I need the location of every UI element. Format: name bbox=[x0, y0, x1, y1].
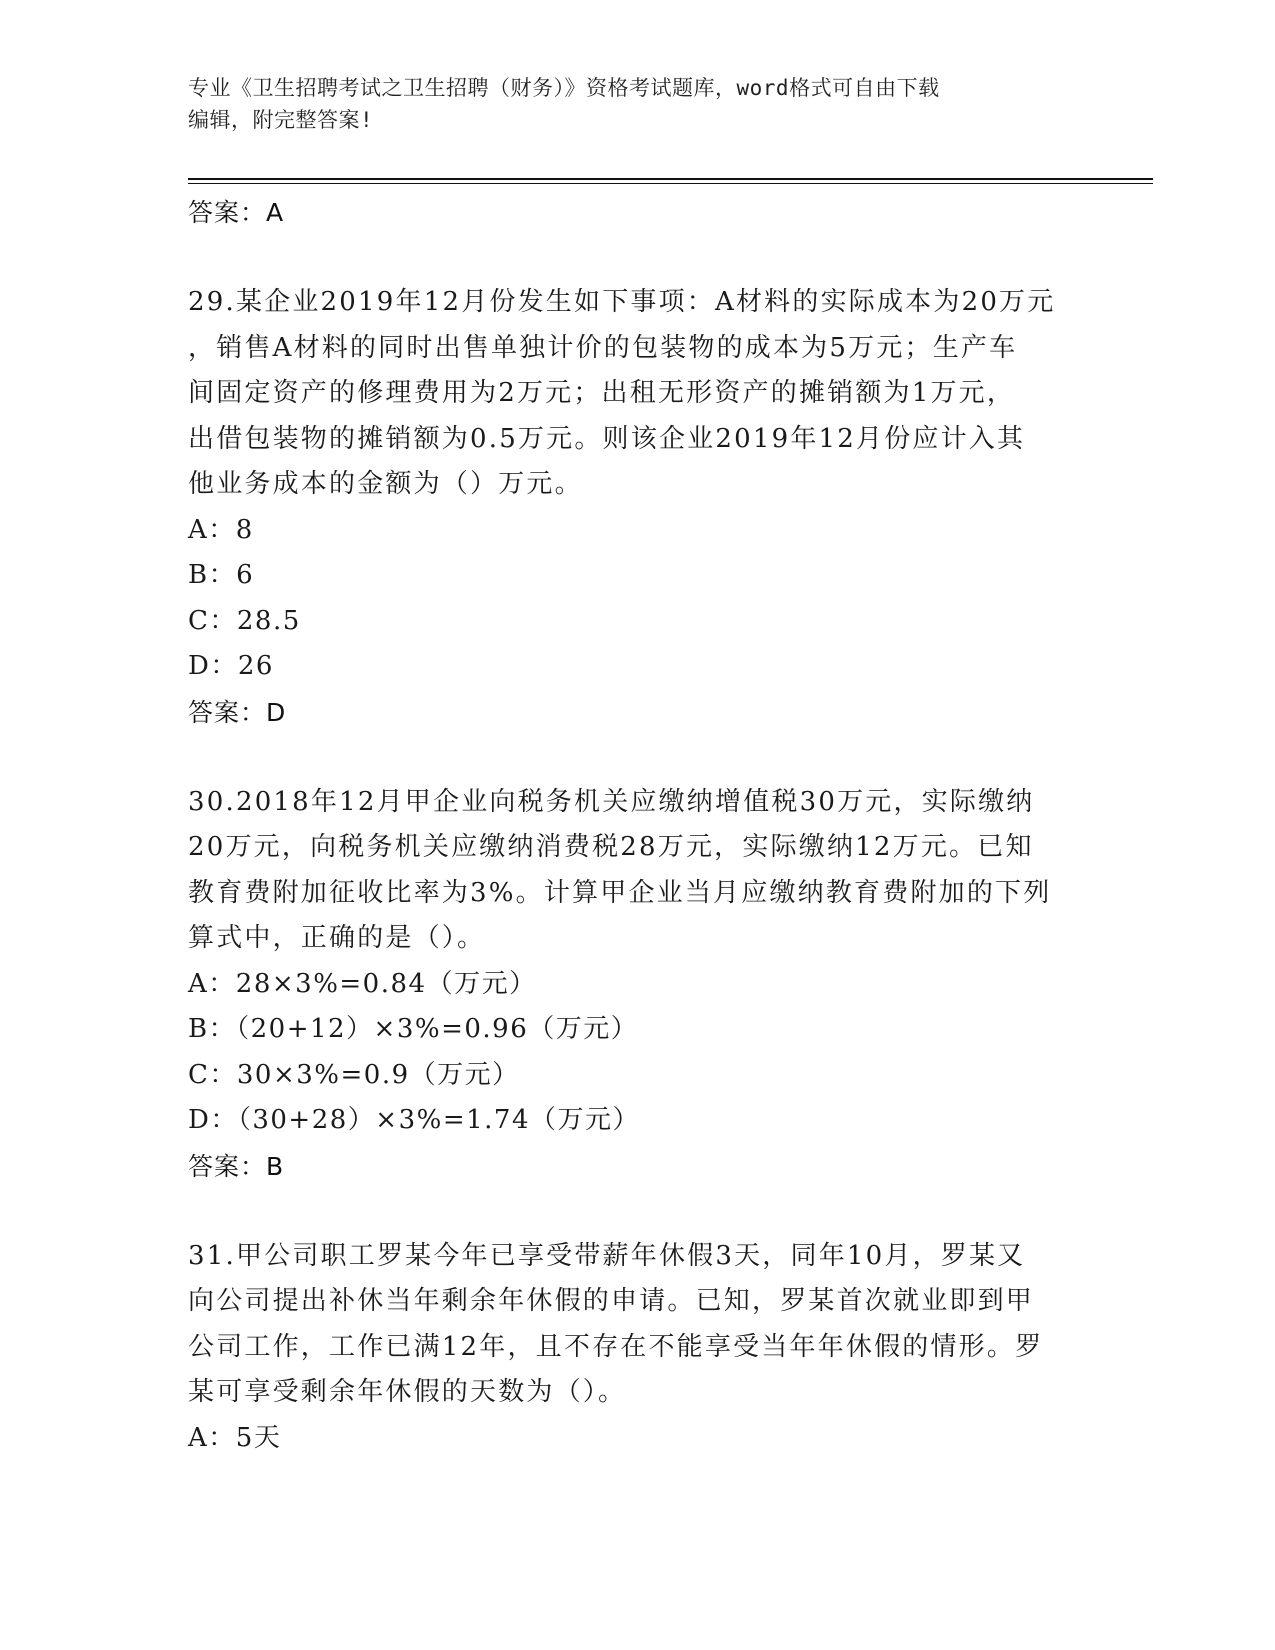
question-31 bbox=[188, 1234, 1088, 1462]
question-stem bbox=[188, 780, 1088, 962]
question-line: 算式中，正确的是（）。 bbox=[188, 923, 486, 953]
question-line: 30.2018年12月甲企业向税务机关应缴纳增值税30万元，实际缴纳 bbox=[188, 786, 1035, 817]
question-stem bbox=[188, 1234, 1088, 1416]
header-divider bbox=[188, 178, 1153, 180]
question-line: 向公司提出补休当年剩余年休假的申请。已知，罗某首次就业即到甲 bbox=[188, 1286, 1035, 1316]
option-a: A：8 bbox=[188, 514, 254, 545]
question-line: ，销售A材料的同时出售单独计价的包装物的成本为5万元；生产车 bbox=[188, 332, 1018, 363]
question-line: 他业务成本的金额为（）万元。 bbox=[188, 469, 583, 499]
option-d: D：26 bbox=[188, 651, 274, 681]
option-c: C：28.5 bbox=[188, 605, 301, 636]
document-header bbox=[188, 72, 1068, 136]
question-line: 教育费附加征收比率为3%。计算甲企业当月应缴纳教育费附加的下列 bbox=[188, 877, 1052, 908]
question-stem bbox=[188, 280, 1088, 508]
question-line: 出借包装物的摊销额为0.5万元。则该企业2019年12月份应计入其 bbox=[188, 423, 1026, 454]
option-a: A：5天 bbox=[188, 1422, 282, 1453]
question-line: 某可享受剩余年休假的天数为（）。 bbox=[188, 1377, 627, 1407]
question-30 bbox=[188, 780, 1088, 1190]
header-divider-thin bbox=[188, 183, 1153, 184]
answer-label: 答案：B bbox=[188, 1151, 285, 1181]
option-a: A：28×3%=0.84（万元） bbox=[188, 968, 537, 999]
option-c: C：30×3%=0.9（万元） bbox=[188, 1059, 520, 1090]
option-d: D：（30+28）×3%=1.74（万元） bbox=[188, 1105, 641, 1135]
header-line-2: 编辑，附完整答案! bbox=[188, 108, 374, 132]
question-line: 31.甲公司职工罗某今年已享受带薪年休假3天，同年10月，罗某又 bbox=[188, 1240, 1026, 1271]
header-line-1: 专业《卫生招聘考试之卫生招聘（财务）》资格考试题库，word格式可自由下载 bbox=[188, 76, 940, 100]
question-line: 29.某企业2019年12月份发生如下事项：A材料的实际成本为20万元 bbox=[188, 287, 1056, 317]
answer-label: 答案：D bbox=[188, 697, 287, 727]
option-b: B：6 bbox=[188, 560, 255, 590]
question-list bbox=[188, 190, 1088, 1461]
answer-label: 答案：A bbox=[188, 198, 285, 227]
question-29 bbox=[188, 280, 1088, 736]
question-line: 公司工作，工作已满12年，且不存在不能享受当年年休假的情形。罗 bbox=[188, 1331, 1044, 1362]
question-line: 20万元，向税务机关应缴纳消费税28万元，实际缴纳12万元。已知 bbox=[188, 832, 1034, 862]
question-line: 间固定资产的修理费用为2万元；出租无形资产的摊销额为1万元， bbox=[188, 378, 1016, 408]
option-b: B：（20+12）×3%=0.96（万元） bbox=[188, 1014, 639, 1044]
